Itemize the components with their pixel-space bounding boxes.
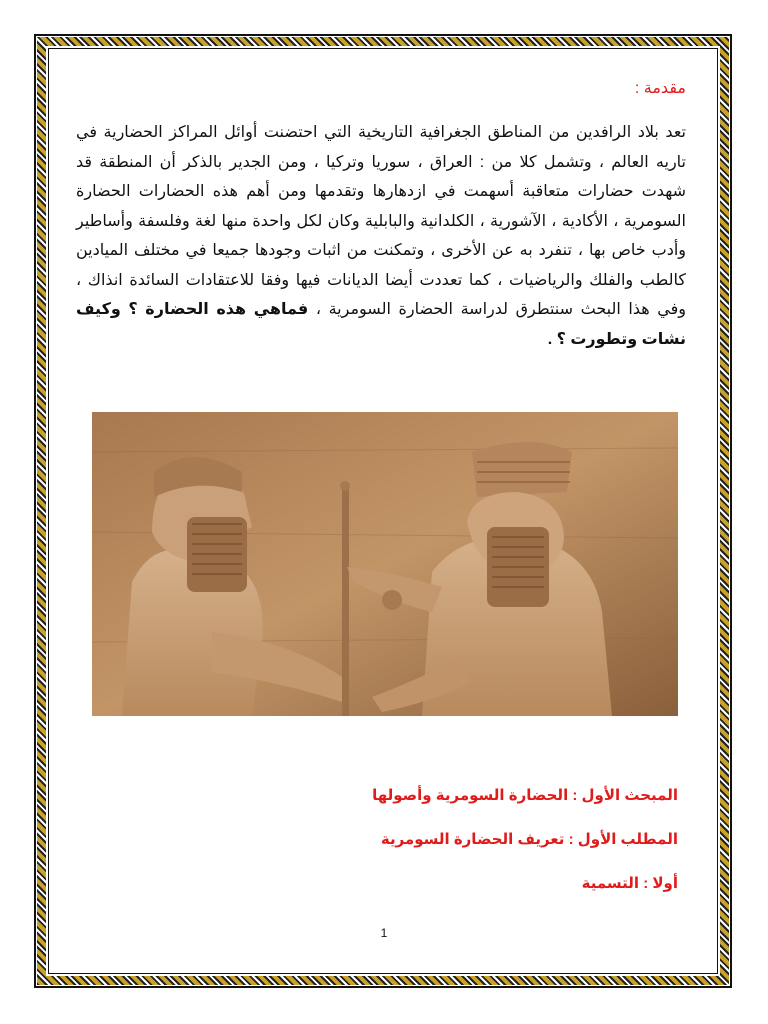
staff	[342, 487, 349, 716]
chapter-one-heading: المبحث الأول : الحضارة السومرية وأصولها	[372, 787, 678, 804]
section-one-heading: المطلب الأول : تعريف الحضارة السومرية	[380, 831, 678, 848]
intro-heading: مقدمة :	[634, 80, 686, 97]
intro-paragraph	[76, 118, 686, 354]
intro-section	[76, 78, 686, 354]
page-number: 1	[380, 926, 388, 940]
assyrian-relief-image	[92, 412, 678, 716]
relief-illustration	[92, 412, 678, 716]
intro-bold-question: فماهي هذه الحضارة ؟ وكيف نشات وتطورت ؟ .	[76, 301, 686, 348]
first-point-heading: أولا : التسمية	[581, 875, 678, 892]
intro-body-text: تعد بلاد الرافدين من المناطق الجغرافية التاريخية التي احتضنت أوائل المراكز الحضارية في تاريه العالم ، وتشمل كلا من : العراق ، سوريا وتركيا ، ومن الجدير بالذكر أن المنطقة قد شهدت حضارات متعاقبة أسهمت في ازدهارها وتقدمها ومن أهم هذه الحضارات الحضارة السومرية ، الأكادية ، الآشورية ، الكلدانية والبابلية وكان لكل واحدة منها لغة وفلسفة وأساطير وأدب خاص بها ، تنفرد به عن الأخرى ، وتمكنت من اثبات وجودها جميعا في مختلف الميادين كالطب والفلك والرياضيات ، كما تعددت أيضا الديانات فيها وفقا للاعتقادات السائدة انذاك ، وفي هذا البحث سنتطرق لدراسة الحضارة السومرية ،	[76, 124, 687, 318]
